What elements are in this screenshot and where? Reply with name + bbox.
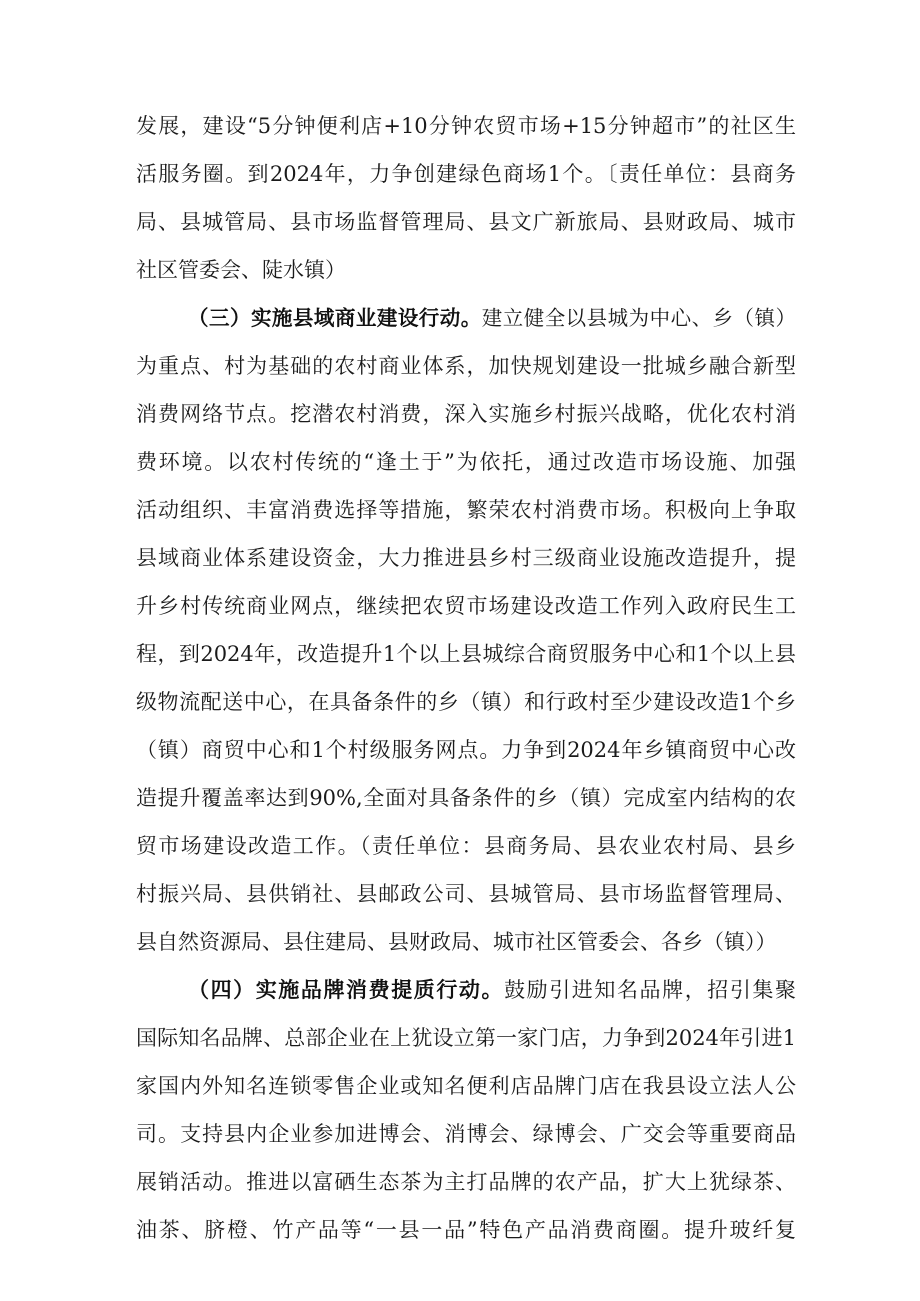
paragraph-2-line-11: 造提升覆盖率达到90%,全面对具备条件的乡（镇）完成室内结构的农 (136, 786, 796, 810)
paragraph-3-line-1 (188, 976, 796, 1004)
paragraph-2-line-1 (188, 304, 796, 332)
paragraph-2-line-1-text: 建立健全以县城为中心、乡（镇） (481, 306, 796, 330)
paragraph-2-line-7: 升乡村传统商业网点，继续把农贸市场建设改造工作列入政府民生工 (136, 594, 796, 618)
paragraph-2-line-3: 消费网络节点。挖潜农村消费，深入实施乡村振兴战略，优化农村消 (136, 402, 796, 426)
paragraph-2-line-13: 村振兴局、县供销社、县邮政公司、县城管局、县市场监督管理局、 (136, 882, 796, 906)
paragraph-3-line-1-text: 鼓励引进知名品牌，招引集聚 (504, 978, 797, 1002)
paragraph-2-line-5: 活动组织、丰富消费选择等措施，繁荣农村消费市场。积极向上争取 (136, 498, 796, 522)
paragraph-1-line-4: 社区管委会、陡水镇） (136, 258, 346, 282)
paragraph-3-line-2: 国际知名品牌、总部企业在上犹设立第一家门店，力争到2024年引进1 (136, 1026, 796, 1050)
paragraph-2-line-4: 费环境。以农村传统的“逢土于”为依托，通过改造市场设施、加强 (136, 450, 796, 474)
paragraph-2-line-14: 县自然资源局、县住建局、县财政局、城市社区管委会、各乡（镇）） (136, 930, 777, 954)
paragraph-1-line-2: 活服务圈。到2024年，力争创建绿色商场1个。〔责任单位：县商务 (136, 162, 796, 186)
paragraph-2-line-6: 县域商业体系建设资金，大力推进县乡村三级商业设施改造提升，提 (136, 546, 796, 570)
paragraph-2-line-8: 程，到2024年，改造提升1个以上县城综合商贸服务中心和1个以上县 (136, 642, 796, 666)
paragraph-2-line-9: 级物流配送中心，在具备条件的乡（镇）和行政村至少建设改造1个乡 (136, 690, 796, 714)
paragraph-3-line-5: 展销活动。推进以富硒生态茶为主打品牌的农产品，扩大上犹绿茶、 (136, 1170, 796, 1194)
paragraph-1-line-3: 局、县城管局、县市场监督管理局、县文广新旅局、县财政局、城市 (136, 210, 796, 234)
paragraph-2-line-12: 贸市场建设改造工作。（责任单位：县商务局、县农业农村局、县乡 (136, 834, 796, 858)
section-3-heading: （三）实施县域商业建设行动。 (188, 306, 482, 330)
section-4-heading: （四）实施品牌消费提质行动。 (188, 978, 505, 1002)
paragraph-2-line-10: （镇）商贸中心和1个村级服务网点。力争到2024年乡镇商贸中心改 (136, 738, 796, 762)
paragraph-3-line-3: 家国内外知名连锁零售企业或知名便利店品牌门店在我县设立法人公 (136, 1074, 796, 1098)
paragraph-1-line-1: 发展，建设“5分钟便利店+10分钟农贸市场+15分钟超市”的社区生 (136, 114, 796, 138)
paragraph-2-line-2: 为重点、村为基础的农村商业体系，加快规划建设一批城乡融合新型 (136, 354, 796, 378)
paragraph-3-line-4: 司。支持县内企业参加进博会、消博会、绿博会、广交会等重要商品 (136, 1122, 796, 1146)
paragraph-3-line-6: 油茶、脐橙、竹产品等“一县一品”特色产品消费商圈。提升玻纤复 (136, 1218, 796, 1242)
